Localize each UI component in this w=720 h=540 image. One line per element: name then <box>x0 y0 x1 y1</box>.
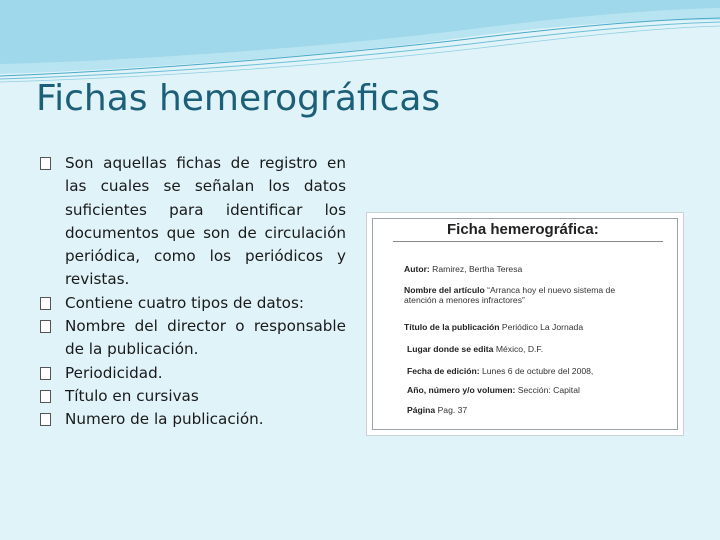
bullet-item <box>40 292 346 315</box>
field-value: Ramirez, Bertha Teresa <box>432 264 523 274</box>
bullet-box-icon <box>40 320 51 333</box>
header-wave-decoration <box>0 0 720 90</box>
bullet-box-icon <box>40 297 51 310</box>
field-label: Año, número y/o volumen: <box>407 385 516 395</box>
ficha-field-autor <box>404 264 522 274</box>
slide-title: Fichas hemerográficas <box>36 78 441 119</box>
ficha-field-pagina <box>407 405 467 415</box>
field-value: Sección: Capital <box>517 385 580 395</box>
ficha-example-card <box>366 212 684 436</box>
ficha-card-title: Ficha hemerográfica: <box>447 221 599 238</box>
field-label: Título de la publicación <box>404 322 500 332</box>
field-label: Página <box>407 405 436 415</box>
bullet-item <box>40 385 346 408</box>
bullet-box-icon <box>40 413 51 426</box>
bullet-box-icon <box>40 157 51 170</box>
field-label: Fecha de edición: <box>407 366 480 376</box>
bullet-box-icon <box>40 390 51 403</box>
field-value: Lunes 6 de octubre del 2008, <box>481 366 594 376</box>
bullet-item <box>40 152 346 292</box>
bullet-text: Título en cursivas <box>65 386 199 405</box>
ficha-field-articulo <box>404 285 634 305</box>
bullet-item <box>40 408 346 431</box>
bullet-item <box>40 362 346 385</box>
field-label: Lugar donde se edita <box>407 344 494 354</box>
field-value: “Arranca hoy el nuevo sistema de atención a menores infractores” <box>404 285 616 305</box>
ficha-field-lugar <box>407 344 543 354</box>
bullet-text: Periodicidad. <box>65 363 163 382</box>
bullet-text: Son aquellas fichas de registro en las cuales se señalan los datos suficientes para identificar los documentos que son de circulación periódica, como los periódicos y revistas. <box>65 154 346 289</box>
bullet-text: Numero de la publicación. <box>65 410 264 429</box>
field-label: Autor: <box>404 264 430 274</box>
field-label: Nombre del artículo <box>404 285 485 295</box>
field-value: Pag. 37 <box>437 405 468 415</box>
ficha-card-divider <box>393 241 663 242</box>
ficha-field-volumen <box>407 385 580 395</box>
bullet-text: Nombre del director o responsable de la publicación. <box>65 317 346 359</box>
bullet-list <box>40 152 346 432</box>
ficha-field-fecha <box>407 366 593 376</box>
bullet-text: Contiene cuatro tipos de datos: <box>65 293 304 312</box>
field-value: México, D.F. <box>495 344 544 354</box>
field-value: Periódico La Jornada <box>501 322 584 332</box>
ficha-field-publicacion <box>404 322 583 332</box>
ficha-card-frame <box>372 218 678 430</box>
bullet-box-icon <box>40 367 51 380</box>
bullet-item <box>40 315 346 362</box>
